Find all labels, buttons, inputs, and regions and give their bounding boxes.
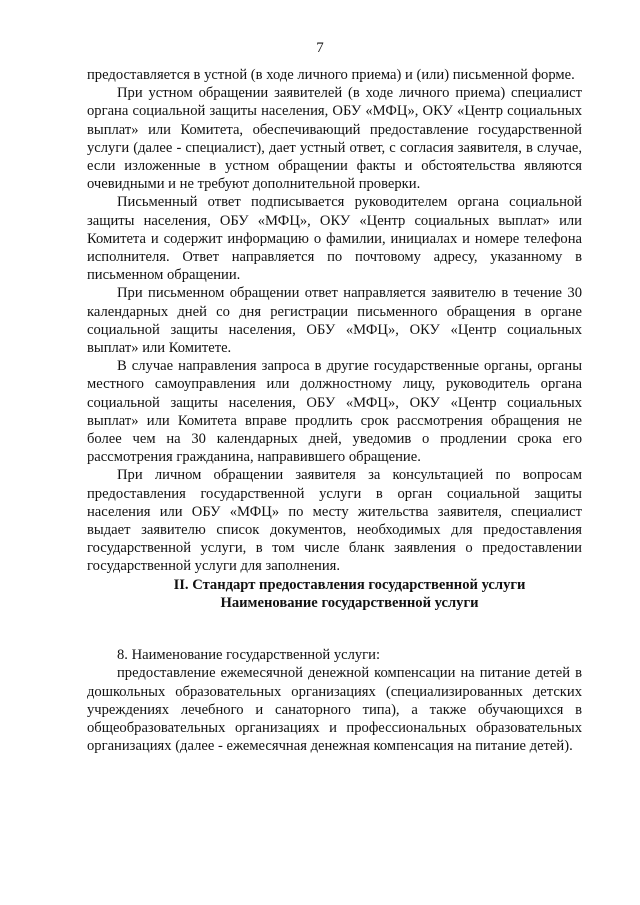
- item-8-text: предоставление ежемесячной денежной компенсации на питание детей в дошкольных образовательных организациях (специализированных детских учреждениях лечебного и санаторного типа), а также обучающихся в общеобразовательных организациях и профессиональных образовательных организациях (далее - ежемесячная денежная компенсация на питание детей).: [87, 665, 582, 755]
- item-8-title: 8. Наименование государственной услуги:: [117, 647, 381, 664]
- document-body: [87, 66, 582, 755]
- paragraph-continuation: предоставляется в устной (в ходе личного приема) и (или) письменной форме.: [87, 67, 575, 83]
- paragraph-oral-appeal: При устном обращении заявителей (в ходе личного приема) специалист органа социальной защиты населения, ОБУ «МФЦ», ОКУ «Центр социальных выплат» или Комитета, обеспечивающий предоставление государственной услуги (далее - специалист), дает устный ответ, с согласия заявителя, в случае, если изложенные в устном обращении факты и обстоятельства являются очевидными и не требуют дополнительной проверки.: [87, 85, 582, 193]
- paragraph-response-term: При письменном обращении ответ направляется заявителю в течение 30 календарных дней со дня регистрации письменного обращения в органе социальной защиты населения, ОБУ «МФЦ», ОКУ «Центр социальных выплат» или Комитете.: [87, 285, 582, 357]
- paragraph-personal-consultation: При личном обращении заявителя за консультацией по вопросам предоставления государственной услуги в орган социальной защиты населения или ОБУ «МФЦ» по месту жительства заявителя, специалист выдает заявителю список документов, необходимых для предоставления государственной услуги, в том числе бланк заявления о предоставлении государственной услуги для заполнения.: [87, 467, 582, 575]
- section-heading: II. Стандарт предоставления государственной услуги: [173, 576, 526, 593]
- paragraph-written-answer: Письменный ответ подписывается руководителем органа социальной защиты населения, ОБУ «МФЦ», ОКУ «Центр социальных выплат» или Комитета и содержит информацию о фамилии, инициалах и номере телефона исполнителя. Ответ направляется по почтовому адресу, указанному в письменном обращении.: [87, 194, 582, 284]
- paragraph-term-extension: В случае направления запроса в другие государственные органы, органы местного самоуправления или должностному лицу, руководитель органа социальной защиты населения, ОБУ «МФЦ», ОКУ «Центр социальных выплат» или Комитета вправе продлить срок рассмотрения обращения не более чем на 30 календарных дней, уведомив о продлении срока его рассмотрения гражданина, направившего обращение.: [87, 358, 582, 466]
- subsection-heading: Наименование государственной услуги: [220, 594, 479, 611]
- page-number: 7: [316, 40, 324, 56]
